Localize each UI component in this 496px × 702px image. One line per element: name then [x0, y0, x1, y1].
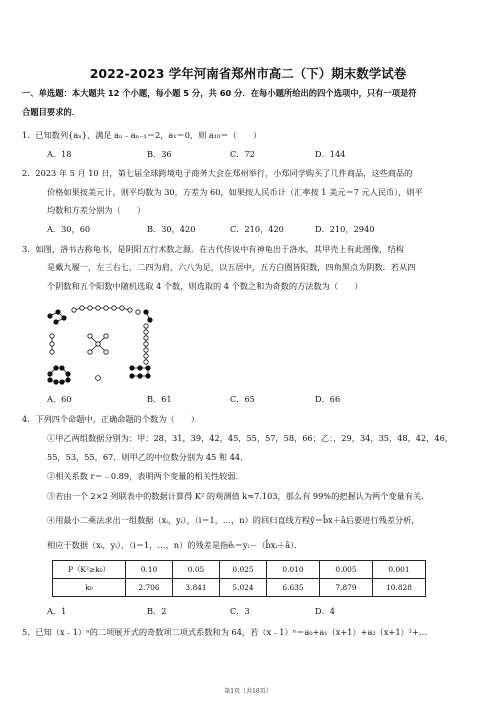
- left-three-white: [50, 334, 54, 354]
- question-4-option-a: A．1: [47, 606, 67, 616]
- question-4-item-3: ③若由一个 2×2 列联表中的数据计算得 K² 的观测值 k≈7.103，那么有 99%的把握认为两个变量有关．: [47, 491, 430, 501]
- question-1-option-a: A．18: [47, 149, 72, 159]
- question-3-option-a: A．60: [47, 394, 72, 404]
- top-left-four-black: [48, 310, 66, 324]
- question-1-stem: 1．已知数列{aₙ}，满足 aₙ﹣aₙ₋₁＝2，a₁＝0，则 a₁₀＝（ ）: [22, 130, 262, 140]
- table-cell: 3.841: [173, 579, 220, 597]
- luoshu-diagram: [44, 302, 156, 386]
- table-cell: 6.635: [267, 579, 320, 597]
- center-five-white: [88, 334, 108, 354]
- question-3-option-d: D．66: [315, 394, 341, 404]
- question-4-item-4b: 相应于数据（xᵢ，yᵢ），（i＝1，…，n）的残差是指êᵢ＝yᵢ－（b̂xᵢ＋â）．: [47, 540, 303, 550]
- table-row: [53, 579, 426, 597]
- table-row: [53, 561, 426, 579]
- page-title: 2022-2023 学年河南省郑州市高二（下）期末数学试卷: [89, 66, 407, 81]
- table-cell: 0.025: [220, 561, 267, 579]
- table-cell: 0.10: [126, 561, 173, 579]
- table-cell: 2.706: [126, 579, 173, 597]
- question-4-option-d: D．4: [315, 606, 335, 616]
- question-4-stem: 4．下列四个命题中，正确命题的个数为（ ）: [22, 414, 200, 424]
- question-2-line2: 价格如果按美元计，则平均数为 30，方差为 60，如果按人民币计（汇率按 1 美元＝7 元人民币），则平: [47, 187, 423, 197]
- section-heading-line1: 一、单选题：本大题共 12 个小题，每小题 5 分，共 60 分．在每小题所给出的四个选项中，只有一项是符: [22, 88, 417, 98]
- table-cell: 5.024: [220, 579, 267, 597]
- table-cell: 0.005: [320, 561, 373, 579]
- table-header-cell: P（K²≥k₀）: [53, 561, 126, 579]
- right-seven-white: [144, 324, 148, 364]
- question-3-option-b: B．61: [147, 394, 172, 404]
- question-3-line1: 3．如图，洛书古称龟书，是阴阳五行术数之源．在古代传说中有神龟出于洛水，其甲壳上有此图像，结构: [22, 244, 404, 254]
- table-cell: 7.879: [320, 579, 373, 597]
- table-cell: 0.001: [373, 561, 426, 579]
- top-group-nine-white: [72, 306, 140, 314]
- question-1-option-c: C．72: [230, 149, 255, 159]
- section-heading-line2: 合题目要求的．: [22, 107, 81, 117]
- question-4-item-1b: 55，53，55，67．则甲乙的中位数分别为 45 和 44．: [47, 452, 249, 462]
- question-4-item-4a: ④用最小二乘法求出一组数据（xᵢ，yᵢ），（i＝1，…，n）的回归直线方程ŷ＝b̂x＋â后要进行残差分析，: [47, 515, 420, 525]
- table-cell: 0.05: [173, 561, 220, 579]
- table-cell: 0.010: [267, 561, 320, 579]
- question-1-option-b: B．36: [147, 149, 172, 159]
- table-cell: 10.828: [373, 579, 426, 597]
- question-3-line3: 个阴数和五个阳数中随机选取 4 个数，则选取的 4 个数之和为奇数的方法数为（ ）: [47, 281, 363, 291]
- question-1-option-d: D．144: [315, 149, 346, 159]
- question-2-line1: 2．2023 年 5 月 10 日，第七届全球跨境电子商务大会在郑州举行，小郑同学购买了几件商品，这些商品的: [22, 168, 413, 178]
- question-2-line3: 均数和方差分别为（ ）: [47, 205, 146, 215]
- bottom-right-six-black: [130, 366, 150, 378]
- question-4-option-b: B．2: [147, 606, 167, 616]
- question-4-option-c: C．3: [230, 606, 250, 616]
- question-2-option-c: C．210，420: [230, 224, 284, 234]
- question-4-item-2: ②相关系数 r＝﹣0.89，表明两个变量的相关性较弱．: [47, 471, 244, 481]
- bottom-left-eight-black: [48, 366, 70, 384]
- question-2-option-d: D．210，2940: [315, 224, 375, 234]
- page-footer: 第1页（共18页）: [224, 688, 272, 695]
- question-3-line2: 是戴九履一，左三右七，二四为肩，六八为足，以五居中，五方白圈皆阳数，四角黑点为阴数．若从四: [47, 262, 416, 272]
- question-2-option-b: B．30，420: [147, 224, 196, 234]
- bottom-one-white: [96, 376, 101, 381]
- top-right-two-black: [144, 310, 152, 322]
- question-5-stem: 5．已知（x﹣1）ⁿ的二项展开式的奇数项二项式系数和为 64，若（x﹣1）ⁿ＝a₀+a₁（x+1）+a₂（x+1）²+…: [22, 627, 428, 637]
- question-4-item-1a: ①甲乙两组数据分别为：甲：28，31，39，42，45，55，57，58，66；乙：，29，34，35，48，42，46，: [47, 433, 453, 443]
- chi-square-critical-value-table: [52, 560, 426, 597]
- table-header-cell: k₀: [53, 579, 126, 597]
- question-2-option-a: A．30，60: [47, 224, 91, 234]
- question-3-option-c: C．65: [230, 394, 255, 404]
